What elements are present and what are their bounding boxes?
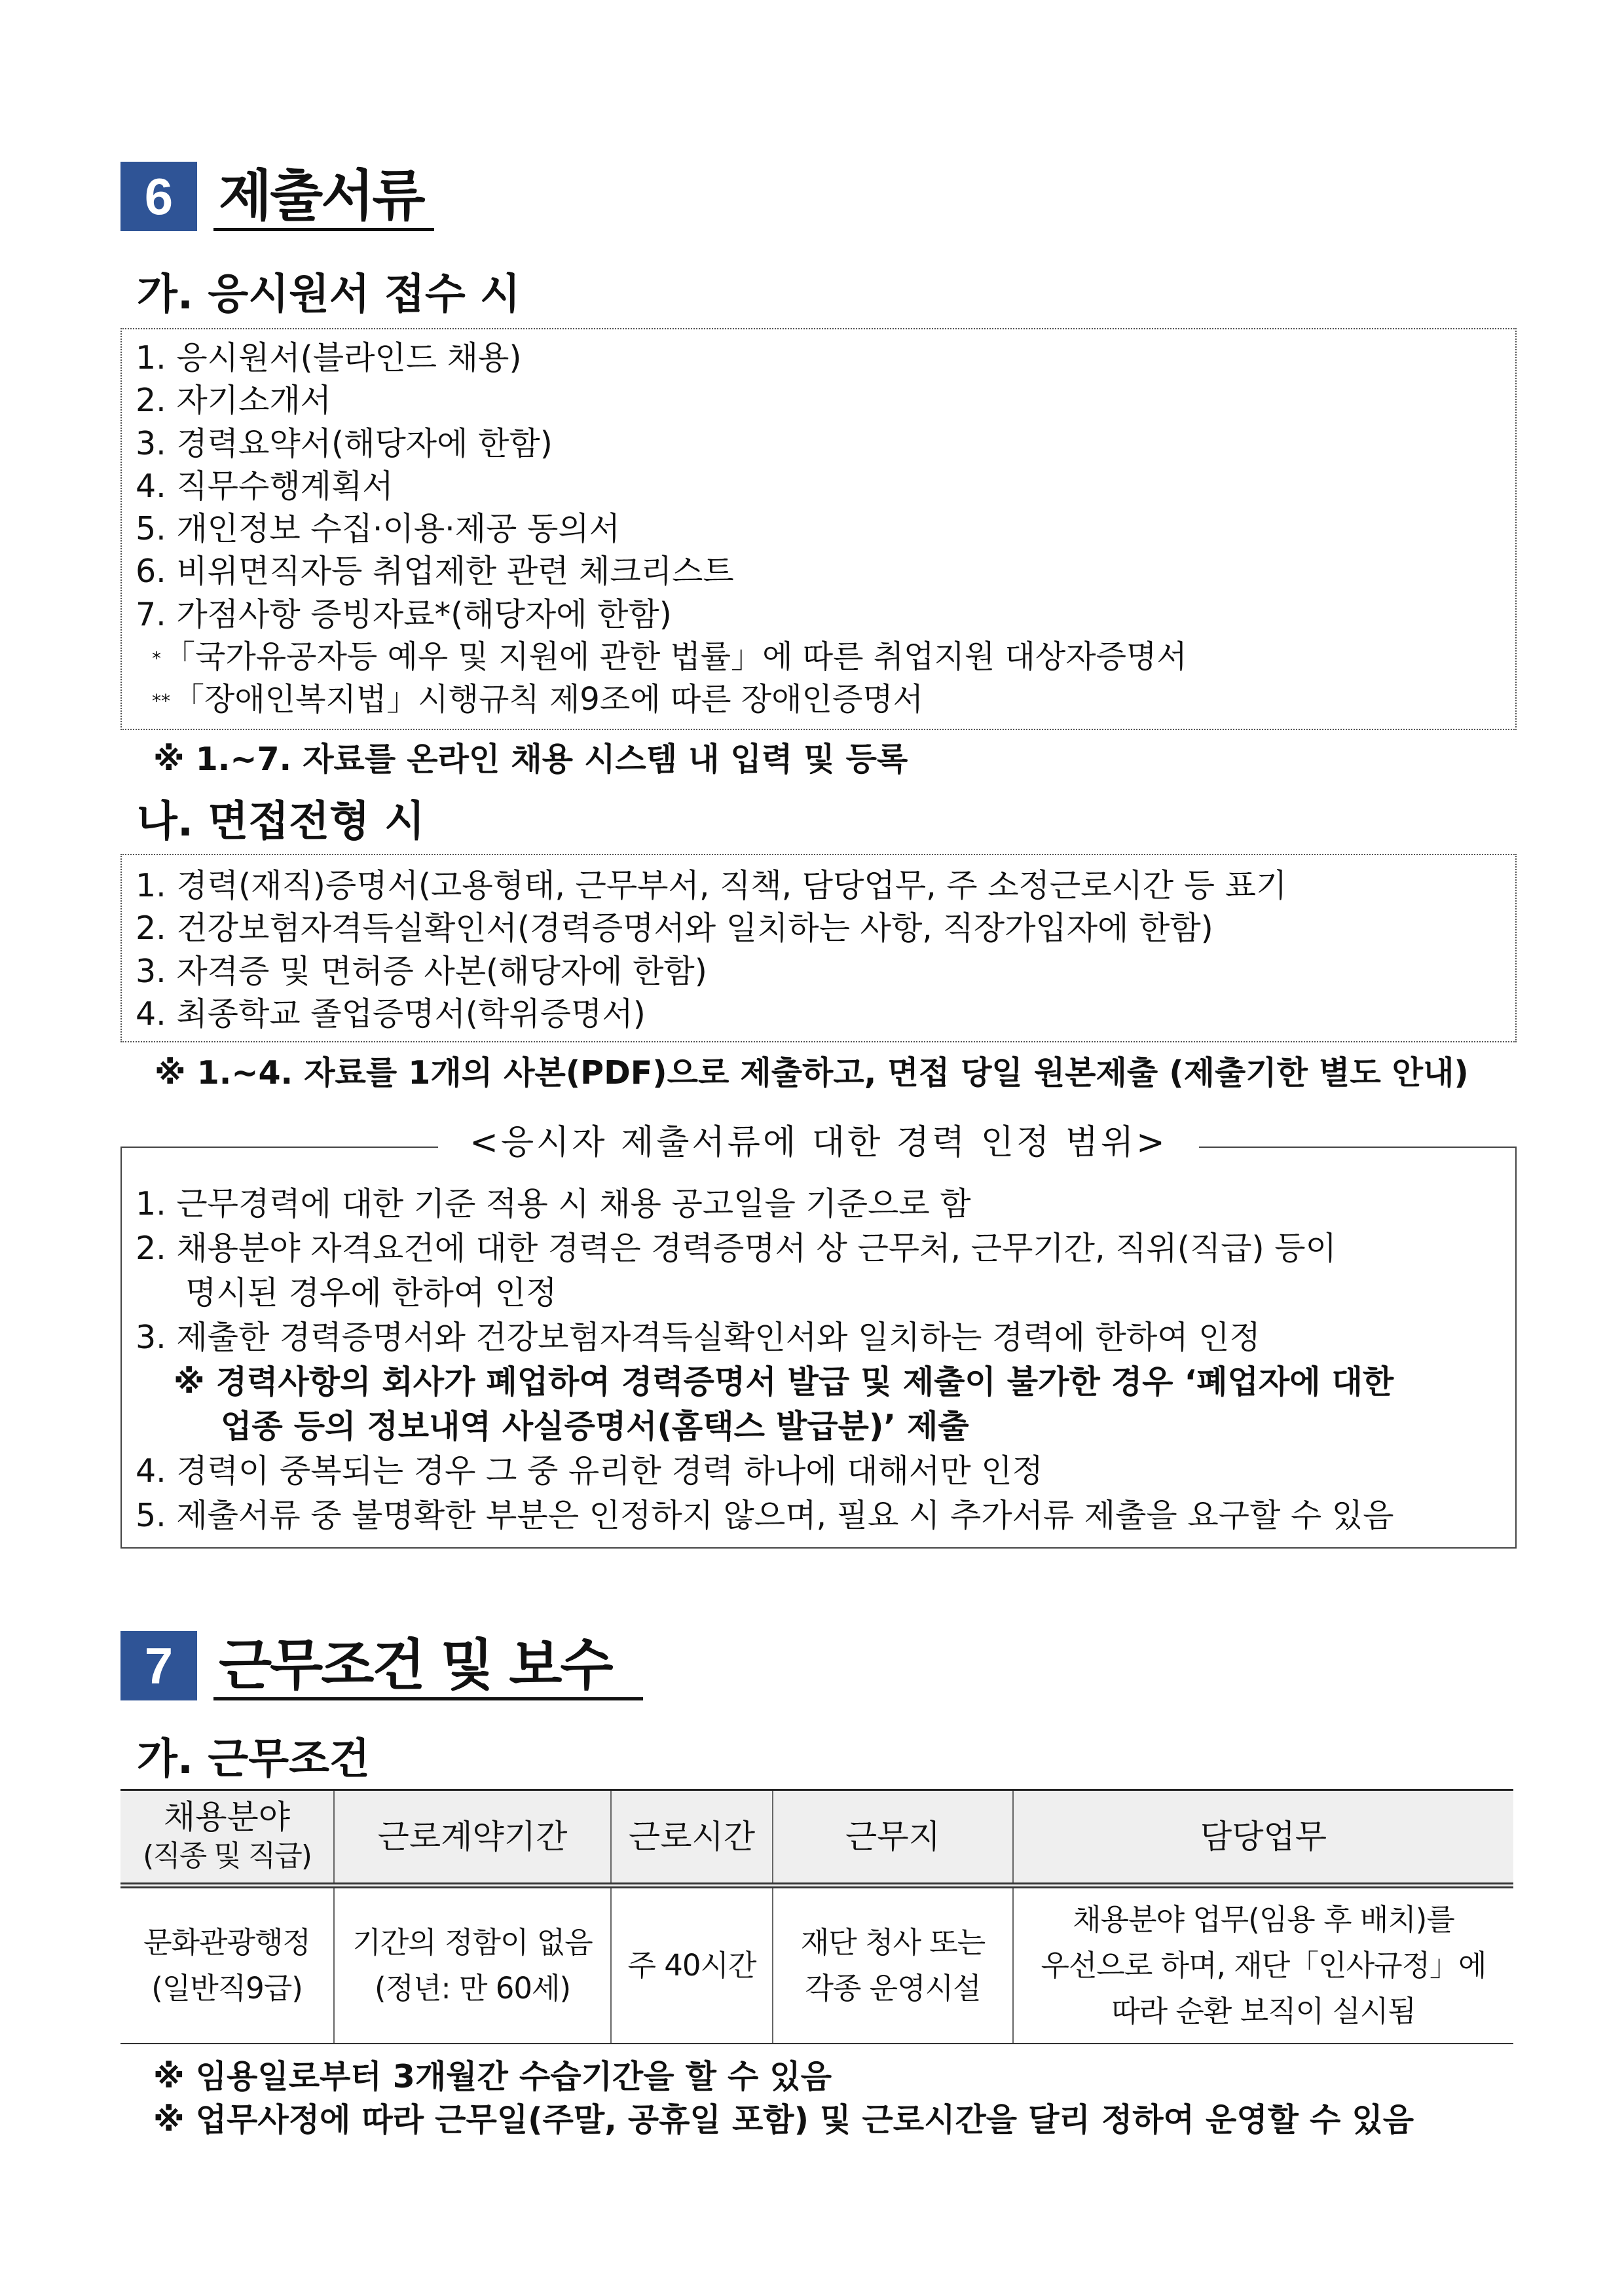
interview-item: 2. 건강보험자격득실확인서(경력증명서와 일치하는 사항, 직장가입자에 한함): [136, 909, 1213, 947]
cell-contract-period: [334, 1886, 611, 2044]
cell-line: 기간의 정함이 없음: [352, 1925, 593, 1960]
application-documents-box: [120, 328, 1517, 730]
header-duties: [1013, 1790, 1513, 1886]
application-item: 1. 응시원서(블라인드 채용): [136, 339, 522, 376]
header-label: 근무지: [845, 1818, 940, 1856]
career-scope-item: 5. 제출서류 중 불명확한 부분은 인정하지 않으며, 필요 시 추가서류 제출을 요구할 수 있음: [136, 1497, 1394, 1534]
header-label: 근로계약기간: [377, 1818, 568, 1856]
career-scope-box: [120, 1147, 1517, 1549]
header-contract-period: [334, 1790, 611, 1886]
cell-field: [120, 1886, 334, 2044]
section-7-title: 근무조건 및 보수: [213, 1631, 643, 1700]
header-work-hours: [611, 1790, 773, 1886]
work-conditions-table: [120, 1789, 1513, 2044]
footnote-marker: *: [152, 648, 161, 670]
career-scope-item: 1. 근무경력에 대한 기준 적용 시 채용 공고일을 기준으로 함: [136, 1185, 971, 1222]
cell-line: 채용분야 업무(임용 후 배치)를: [1073, 1902, 1454, 1937]
interview-note: ※ 1.~4. 자료를 1개의 사본(PDF)으로 제출하고, 면접 당일 원본제출 (제출기한 별도 안내): [155, 1054, 1469, 1092]
application-item: 2. 자기소개서: [136, 382, 331, 420]
cell-line: (일반직9급): [151, 1971, 303, 2006]
footnote-marker: **: [152, 690, 170, 712]
footnote-text: 「장애인복지법」시행규칙 제9조에 따른 장애인증명서: [173, 681, 924, 718]
interview-heading: 나. 면접전형 시: [137, 798, 425, 846]
work-conditions-heading: 가. 근무조건: [137, 1735, 370, 1784]
header-field: [120, 1790, 334, 1886]
career-scope-note-continuation: 업종 등의 정보내역 사실증명서(홈택스 발급분)’ 제출: [221, 1408, 969, 1445]
section-6-title: 제출서류: [213, 162, 434, 231]
section-7-number-badge: 7: [120, 1631, 197, 1700]
career-scope-note: ※ 경력사항의 회사가 폐업하여 경력증명서 발급 및 제출이 불가한 경우 ‘폐업자에 대한: [174, 1363, 1394, 1401]
header-sublabel: (직종 및 직급): [143, 1839, 311, 1873]
cell-workplace: [773, 1886, 1013, 2044]
application-note: ※ 1.~7. 자료를 온라인 채용 시스템 내 입력 및 등록: [153, 741, 908, 778]
application-heading: 가. 응시원서 접수 시: [137, 270, 521, 319]
application-item: 4. 직무수행계획서: [136, 467, 394, 505]
interview-documents-box: [120, 854, 1517, 1042]
interview-item: 1. 경력(재직)증명서(고용형태, 근무부서, 직책, 담당업무, 주 소정근로시간 등 표기: [136, 867, 1287, 904]
cell-line: 문화관광행정: [143, 1925, 310, 1960]
header-label: 담당업무: [1200, 1818, 1327, 1856]
work-conditions-note: ※ 임용일로부터 3개월간 수습기간을 할 수 있음: [153, 2058, 832, 2095]
table-header-row: [120, 1790, 1513, 1886]
footnote-text: 「국가유공자등 예우 및 지원에 관한 법률」에 따른 취업지원 대상자증명서: [164, 638, 1187, 676]
application-item: 3. 경력요약서(해당자에 한함): [136, 424, 553, 462]
career-scope-title: <응시자 제출서류에 대한 경력 인정 범위>: [438, 1120, 1199, 1165]
work-conditions-note: ※ 업무사정에 따라 근무일(주말, 공휴일 포함) 및 근로시간을 달리 정하여 운영할 수 있음: [153, 2101, 1414, 2139]
career-scope-item-continuation: 명시된 경우에 한하여 인정: [185, 1274, 557, 1312]
career-scope-item: 3. 제출한 경력증명서와 건강보험자격득실확인서와 일치하는 경력에 한하여 인정: [136, 1319, 1261, 1356]
header-label: 채용분야: [163, 1798, 291, 1836]
header-workplace: [773, 1790, 1013, 1886]
cell-work-hours: [611, 1886, 773, 2044]
cell-line: 각종 운영시설: [805, 1971, 981, 2006]
application-footnote: [136, 636, 1515, 678]
cell-line: 재단 청사 또는: [800, 1925, 986, 1960]
interview-item: 3. 자격증 및 면허증 사본(해당자에 한함): [136, 952, 707, 990]
career-scope-item: 4. 경력이 중복되는 경우 그 중 유리한 경력 하나에 대해서만 인정: [136, 1452, 1043, 1490]
career-scope-title-wrap: [120, 1120, 1517, 1165]
application-item: 5. 개인정보 수집·이용·제공 동의서: [136, 510, 620, 548]
application-item: 6. 비위면직자등 취업제한 관련 체크리스트: [136, 553, 734, 591]
section-6-number-badge: 6: [120, 162, 197, 231]
cell-line: 주 40시간: [627, 1948, 756, 1983]
application-footnote: [136, 678, 1515, 721]
cell-line: 따라 순환 보직이 실시됨: [1111, 1994, 1416, 2029]
cell-line: 우선으로 하며, 재단「인사규정」에: [1041, 1948, 1486, 1983]
application-item: 7. 가점사항 증빙자료*(해당자에 한함): [136, 595, 672, 633]
interview-item: 4. 최종학교 졸업증명서(학위증명서): [136, 995, 646, 1033]
career-scope-item: 2. 채용분야 자격요건에 대한 경력은 경력증명서 상 근무처, 근무기간, 직위(직급) 등이: [136, 1230, 1337, 1267]
cell-duties: [1013, 1886, 1513, 2044]
table-row: [120, 1886, 1513, 2044]
cell-line: (정년: 만 60세): [374, 1971, 571, 2006]
header-label: 근로시간: [628, 1818, 756, 1856]
